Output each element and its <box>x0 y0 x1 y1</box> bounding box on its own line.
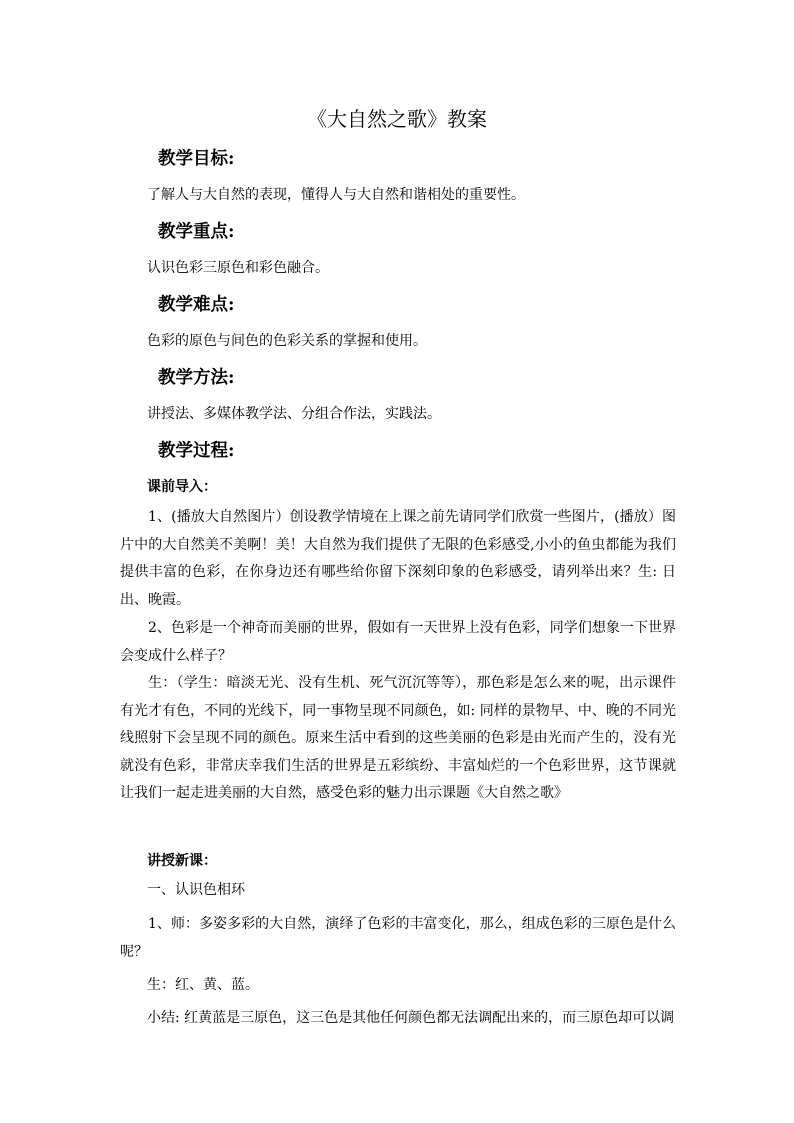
process-heading: 教学过程: <box>158 441 235 461</box>
difficulty-text: 色彩的原色与间色的色彩关系的掌握和使用。 <box>147 333 427 349</box>
difficulty-heading: 教学难点: <box>158 295 235 315</box>
keypoint-heading: 教学重点: <box>158 222 235 242</box>
objective-text: 了解人与大自然的表现，懂得人与大自然和谐相处的重要性。 <box>147 187 525 203</box>
intro-heading: 课前导入： <box>147 479 217 495</box>
section-1-heading: 一、认识色相环 <box>147 882 245 898</box>
document-title: 《大自然之歌》教案 <box>307 107 487 131</box>
paragraph-5: 生：红、黄、蓝。 <box>147 977 259 993</box>
paragraph-6: 小结: 红黄蓝是三原色，这三色是其他任何颜色都无法调配出来的，而三原色却可以调 <box>147 1010 675 1026</box>
objective-heading: 教学目标: <box>158 149 235 169</box>
method-text: 讲授法、多媒体教学法、分组合作法，实践法。 <box>147 406 441 422</box>
new-lesson-heading: 讲授新课： <box>147 853 217 869</box>
keypoint-text: 认识色彩三原色和彩色融合。 <box>147 260 329 276</box>
paragraph-4: 1、师：多姿多彩的大自然，演绎了色彩的丰富变化，那么，组成色彩的三原色是什么呢？ <box>120 916 676 960</box>
paragraph-2: 2、色彩是一个神奇而美丽的世界，假如有一天世界上没有色彩，同学们想象一下世界会变成什么样子？ <box>120 620 676 664</box>
paragraph-1: 1、(播放大自然图片）创设教学情境在上课之前先请同学们欣赏一些图片，(播放）图片中的大自然美不美啊！美！大自然为我们提供了无限的色彩感受,小小的鱼虫都能为我们提供丰富的色彩，在你身边还有哪些给你留下深刻印象的色彩感受，请列举出来？生: 日出、晚霞。 <box>120 509 676 608</box>
paragraph-3: 生：（学生：暗淡无光、没有生机、死气沉沉等等），那色彩是怎么来的呢，出示课件有光才有色，不同的光线下，同一事物呈现不同颜色，如: 同样的景物早、中、晚的不同光线照射下会呈现不同的颜色。原来生活中看到的这些美丽的色彩是由光而产生的，没有光就没有色彩，非常庆幸我们生活的世界是五彩缤纷、丰富灿烂的一个色彩世界，这节课就让我们一起走进美丽的大自然，感受色彩的魅力出示课题《大自然之歌》 <box>120 675 676 802</box>
method-heading: 教学方法: <box>158 368 235 388</box>
